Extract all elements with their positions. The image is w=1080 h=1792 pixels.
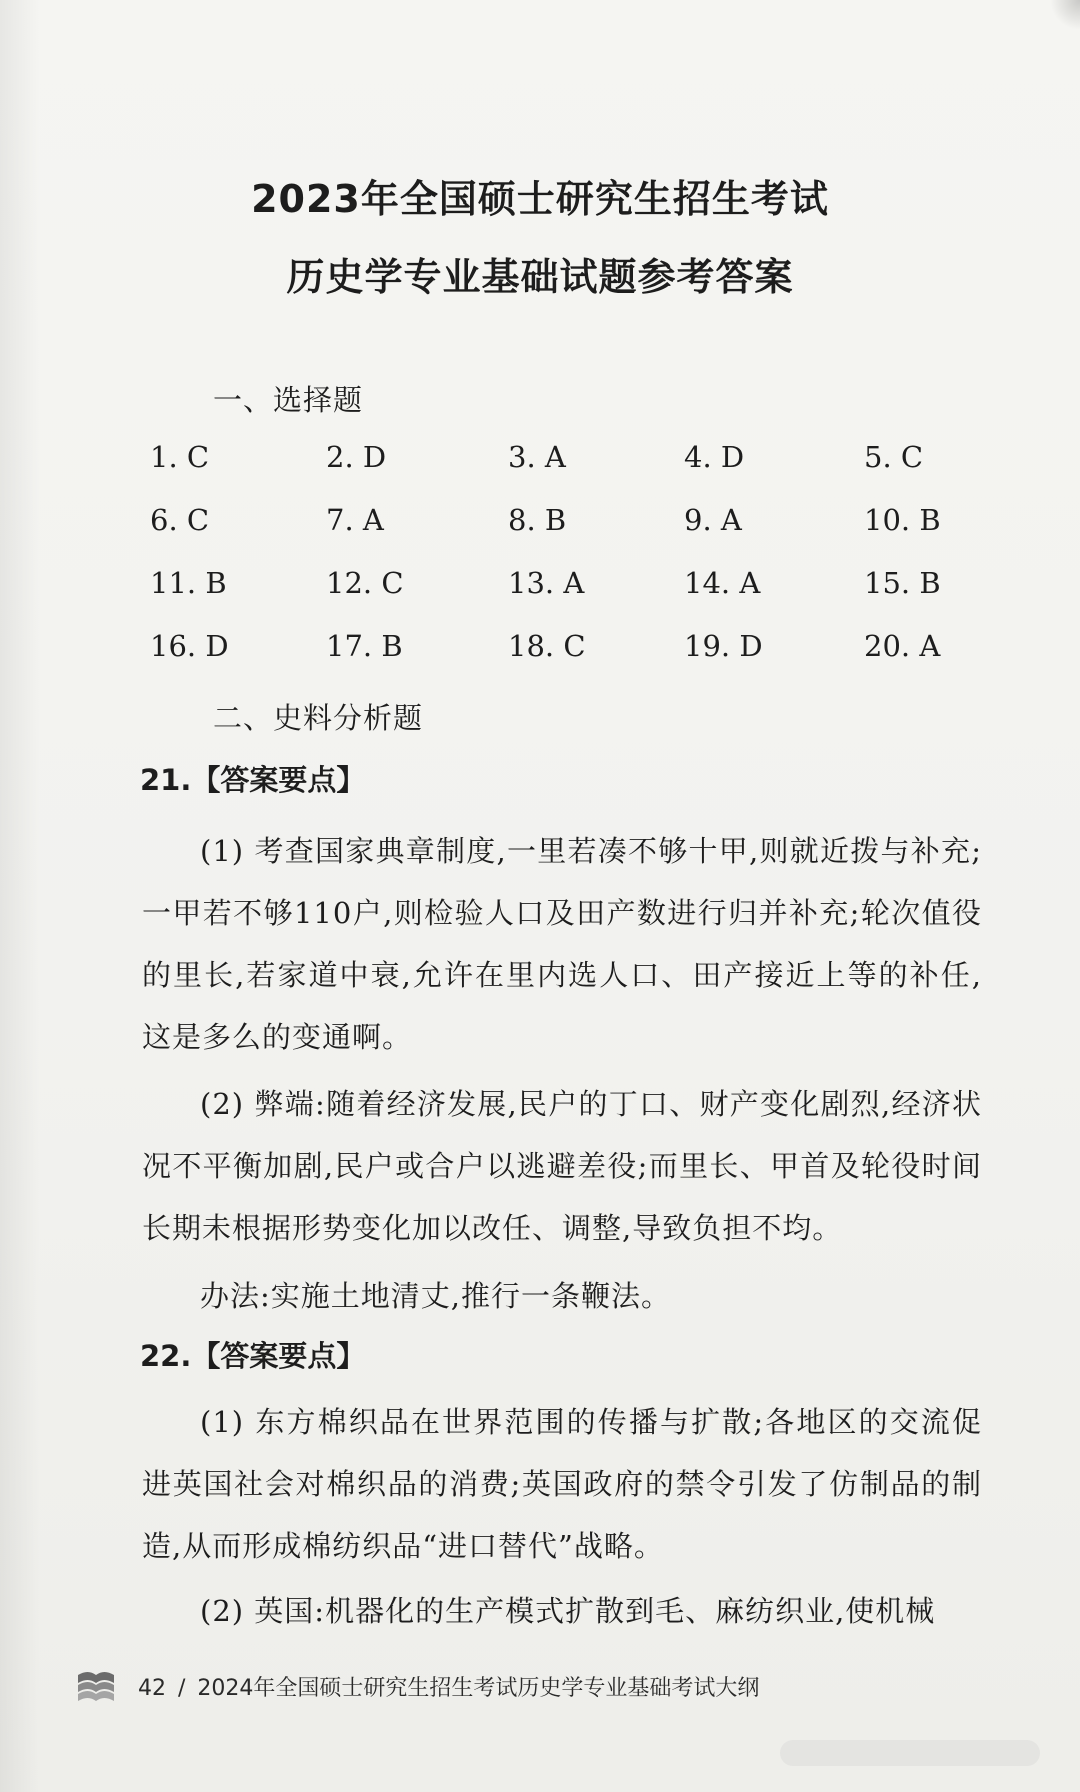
answer-item: 5. C bbox=[864, 440, 924, 474]
question-22-heading: 22.【答案要点】 bbox=[140, 1339, 366, 1373]
question-21-paragraph-2 bbox=[142, 1073, 982, 1259]
answer-item: 10. B bbox=[864, 503, 941, 537]
question-21-heading: 21.【答案要点】 bbox=[140, 763, 366, 797]
answer-item: 18. C bbox=[508, 629, 586, 663]
answer-item: 8. B bbox=[508, 503, 567, 537]
question-22-paragraph-2 bbox=[142, 1580, 982, 1642]
question-21-paragraph-3 bbox=[142, 1265, 982, 1327]
page-number: 42 bbox=[138, 1676, 166, 1701]
answer-item: 20. A bbox=[864, 629, 941, 663]
answer-item: 11. B bbox=[150, 566, 227, 600]
page-title-line-1: 2023年全国硕士研究生招生考试 bbox=[251, 177, 829, 221]
answer-item: 19. D bbox=[684, 629, 763, 663]
answer-grid bbox=[150, 440, 980, 692]
answer-item: 4. D bbox=[684, 440, 745, 474]
answer-item: 7. A bbox=[326, 503, 384, 537]
section-heading-source-analysis: 二、史料分析题 bbox=[213, 701, 424, 735]
paragraph-text: (2) 英国:机器化的生产模式扩散到毛、麻纺织业,使机械 bbox=[200, 1594, 936, 1628]
answer-item: 15. B bbox=[864, 566, 941, 600]
section-heading-multiple-choice: 一、选择题 bbox=[213, 383, 364, 417]
answer-item: 12. C bbox=[326, 566, 404, 600]
paragraph-text: (2) 弊端:随着经济发展,民户的丁口、财产变化剧烈,经济状况不平衡加剧,民户或合户以逃避差役;而里长、甲首及轮役时间长期未根据形势变化加以改任、调整,导致负担不均。 bbox=[142, 1087, 982, 1245]
answer-item: 14. A bbox=[684, 566, 761, 600]
book-logo-icon bbox=[74, 1665, 118, 1709]
page-footer bbox=[138, 1671, 759, 1702]
paragraph-text: (1) 考查国家典章制度,一里若凑不够十甲,则就近拨与补充;一甲若不够110户,则检验人口及田产数进行归并补充;轮次值役的里长,若家道中衰,允许在里内选人口、田产接近上等的补任,这是多么的变通啊。 bbox=[142, 834, 982, 1054]
answer-item: 6. C bbox=[150, 503, 210, 537]
answer-item: 9. A bbox=[684, 503, 742, 537]
book-title: 2024年全国硕士研究生招生考试历史学专业基础考试大纲 bbox=[197, 1676, 760, 1701]
paragraph-text: (1) 东方棉织品在世界范围的传播与扩散;各地区的交流促进英国社会对棉织品的消费;英国政府的禁令引发了仿制品的制造,从而形成棉纺织品“进口替代”战略。 bbox=[142, 1405, 982, 1563]
answer-item: 16. D bbox=[150, 629, 229, 663]
question-22-paragraph-1 bbox=[142, 1391, 982, 1577]
page-title-line-2: 历史学专业基础试题参考答案 bbox=[286, 255, 794, 299]
question-21-paragraph-1 bbox=[142, 820, 982, 1068]
answer-item: 2. D bbox=[326, 440, 387, 474]
paragraph-text: 办法:实施土地清丈,推行一条鞭法。 bbox=[200, 1279, 671, 1313]
answer-item: 3. A bbox=[508, 440, 566, 474]
answer-item: 17. B bbox=[326, 629, 403, 663]
answer-item: 13. A bbox=[508, 566, 585, 600]
footer-separator: / bbox=[178, 1676, 186, 1701]
answer-item: 1. C bbox=[150, 440, 210, 474]
watermark-blur bbox=[780, 1740, 1040, 1766]
